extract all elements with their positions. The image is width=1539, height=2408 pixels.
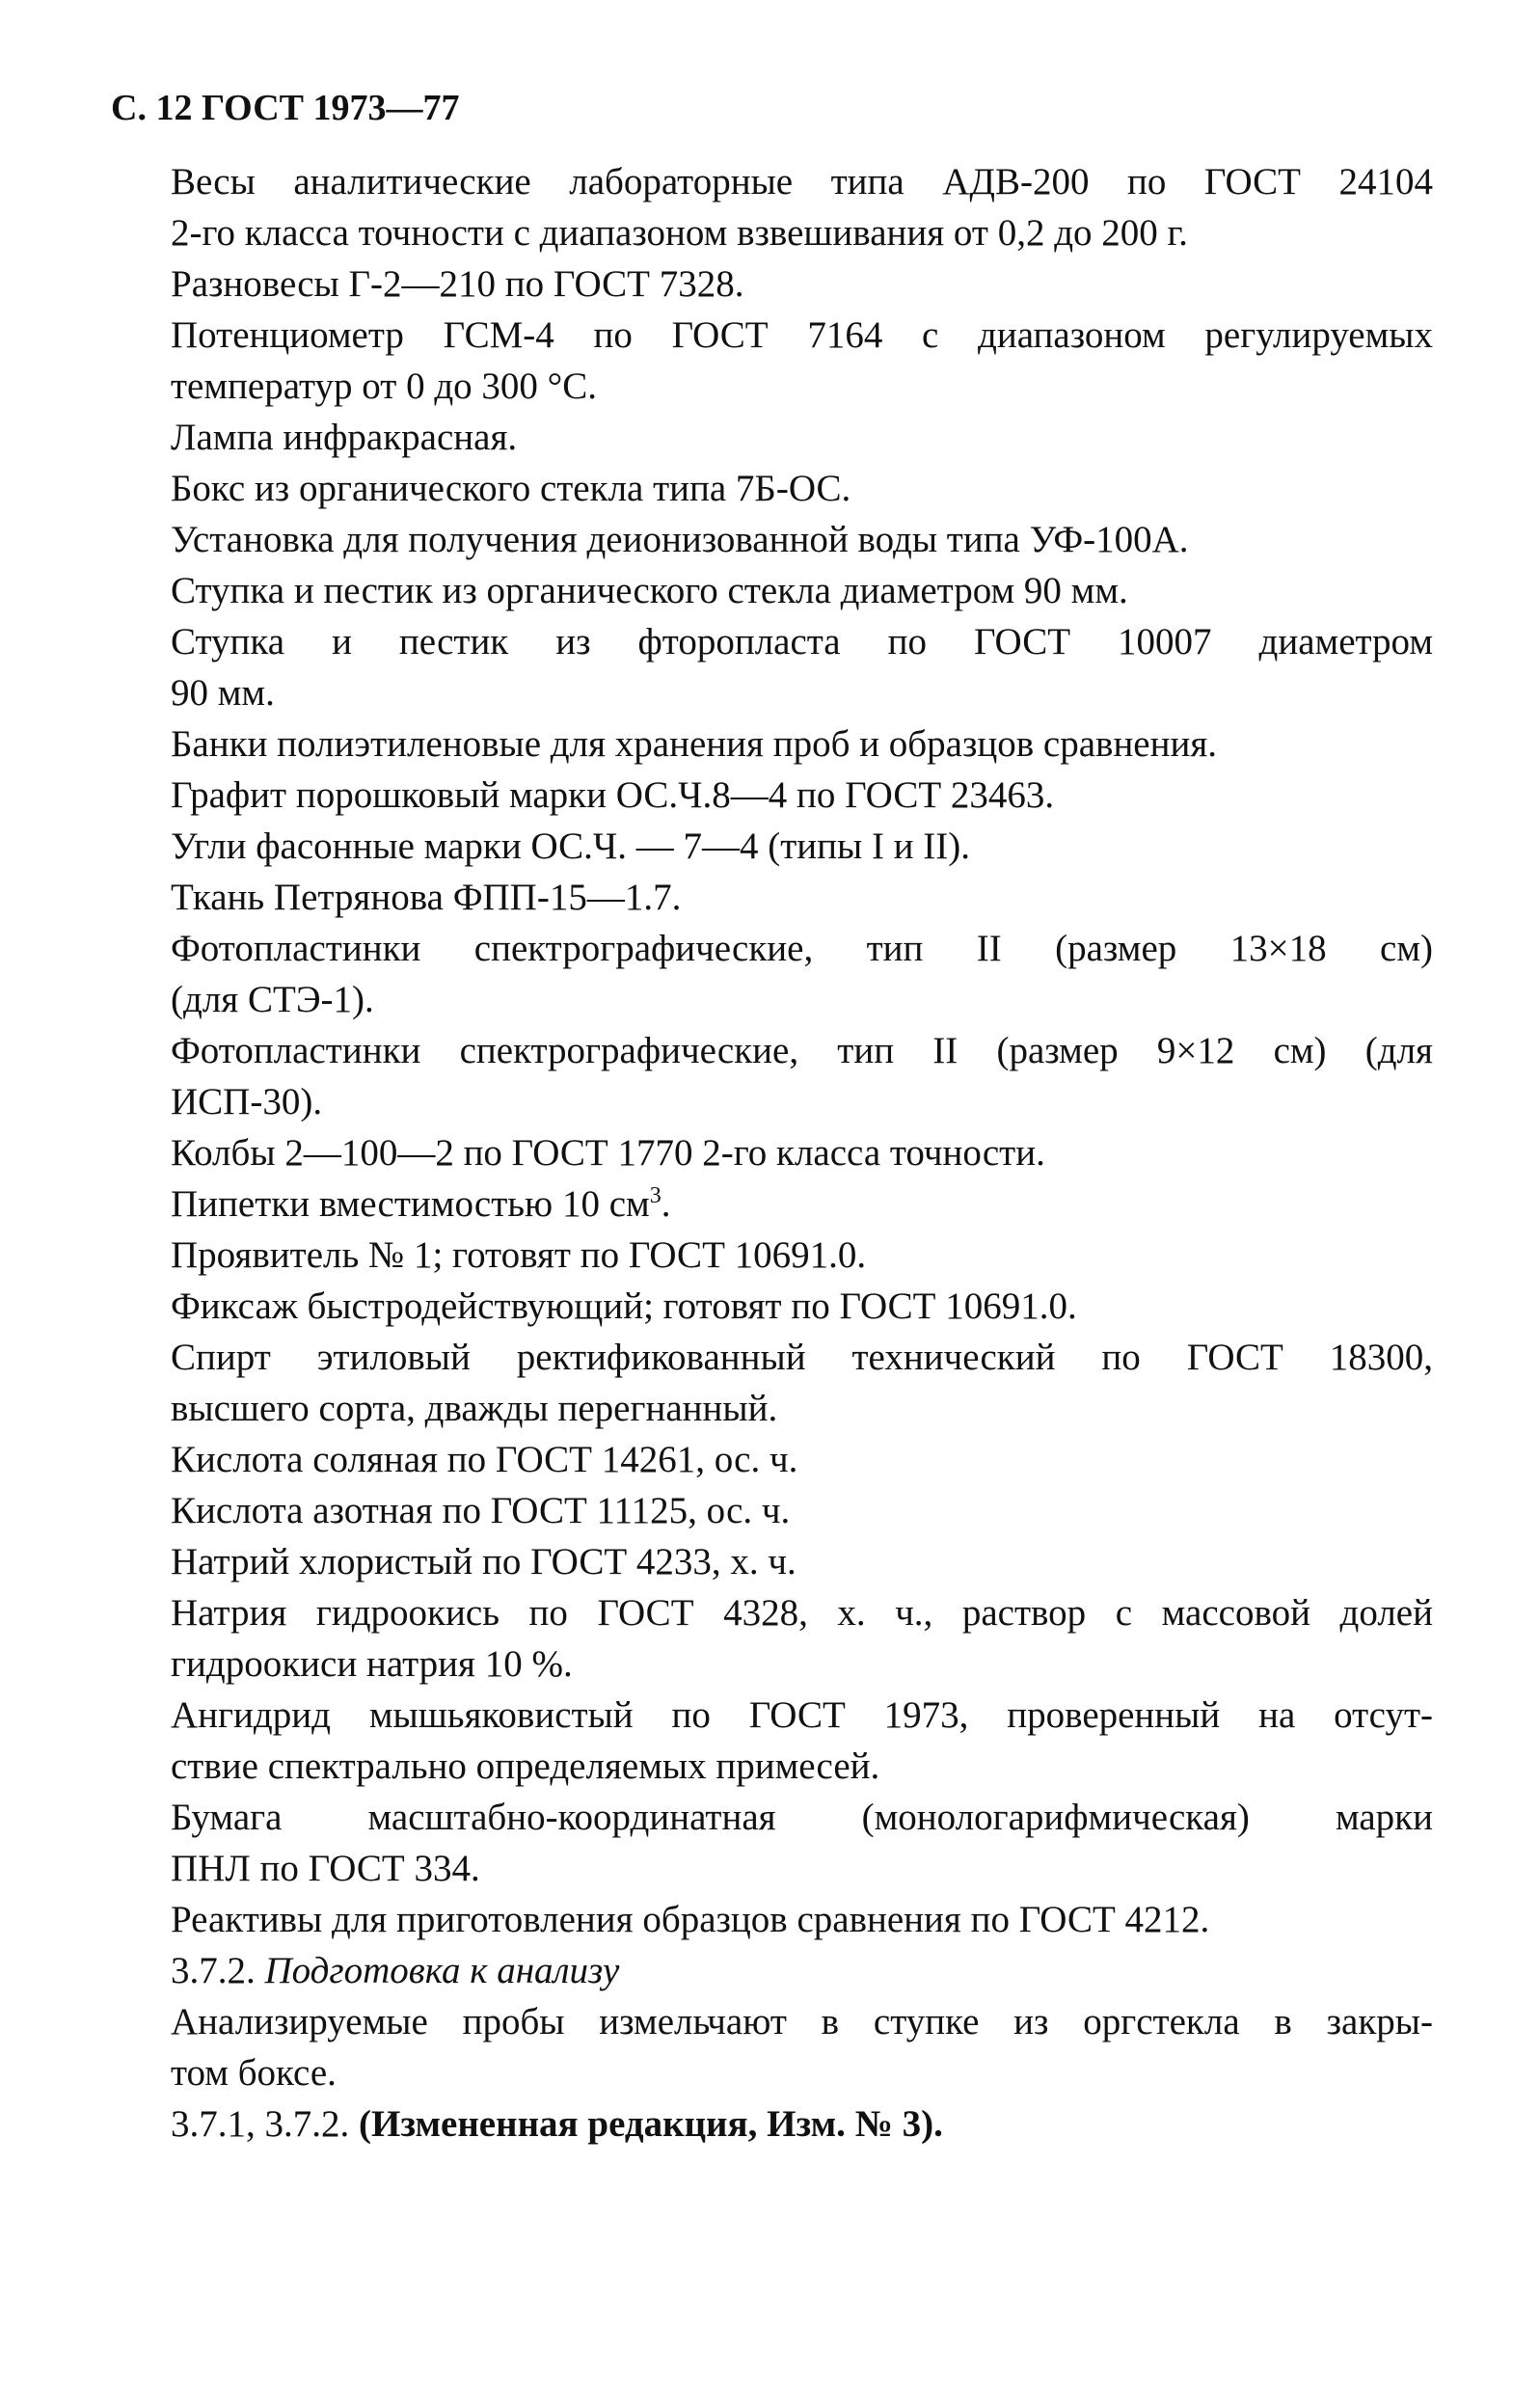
line-text: Кислота азотная по ГОСТ 11125, ос. ч. [171, 1490, 791, 1531]
equipment-item [111, 821, 1433, 872]
text-line [111, 1178, 1433, 1230]
line-text: Пипетки вместимостью 10 см [171, 1183, 650, 1225]
line-text: Анализируемые пробы измельчают в ступке из оргстекла в закры- [171, 2001, 1433, 2043]
text-line [111, 616, 1433, 667]
line-text: 2-го класса точности с диапазоном взвешивания от 0,2 до 200 г. [171, 212, 1188, 254]
text-line [111, 667, 1433, 718]
text-line [111, 1843, 1433, 1894]
equipment-item [111, 1894, 1433, 1945]
section-number: 3.7.2. [171, 1950, 256, 1991]
line-text: ствие спектрально определяемых примесей. [171, 1745, 880, 1787]
equipment-item [111, 412, 1433, 463]
line-text: Потенциометр ГСМ-4 по ГОСТ 7164 с диапазоном регулируемых [171, 314, 1433, 356]
equipment-item [111, 770, 1433, 821]
line-text: Проявитель № 1; готовят по ГОСТ 10691.0. [171, 1234, 867, 1276]
text-line [111, 2098, 1433, 2150]
line-text: Банки полиэтиленовые для хранения проб и образцов сравнения. [171, 723, 1218, 765]
equipment-item [111, 1587, 1433, 1690]
equipment-item [111, 1536, 1433, 1587]
equipment-item [111, 565, 1433, 616]
text-line [111, 1434, 1433, 1485]
section-title: Подготовка к анализу [264, 1950, 620, 1991]
equipment-item [111, 1127, 1433, 1178]
line-tail: . [661, 1183, 671, 1225]
text-line [111, 1690, 1433, 1741]
equipment-item [111, 1281, 1433, 1332]
text-line [111, 1996, 1433, 2047]
line-text: Разновесы Г-2—210 по ГОСТ 7328. [171, 263, 744, 305]
line-text: Колбы 2—100—2 по ГОСТ 1770 2-го класса точности. [171, 1132, 1045, 1174]
line-text: Натрий хлористый по ГОСТ 4233, х. ч. [171, 1541, 796, 1583]
text-line [111, 1894, 1433, 1945]
line-text: Ткань Петрянова ФПП-15—1.7. [171, 877, 682, 918]
text-line [111, 2047, 1433, 2098]
equipment-item [111, 1025, 1433, 1127]
text-line [111, 1945, 1433, 1996]
text-line [111, 1230, 1433, 1281]
line-text: ПНЛ по ГОСТ 334. [171, 1848, 480, 1889]
line-text: Ступка и пестик из фторопласта по ГОСТ 10007 диаметром [171, 621, 1433, 663]
text-line [111, 1741, 1433, 1792]
text-line [111, 1587, 1433, 1638]
equipment-item [111, 1178, 1433, 1230]
line-text: Фиксаж быстродействующий; готовят по ГОСТ 10691.0. [171, 1285, 1077, 1327]
line-text: 90 мм. [171, 672, 275, 714]
text-line [111, 565, 1433, 616]
line-text: температур от 0 до 300 °С. [171, 365, 598, 407]
text-line [111, 1485, 1433, 1536]
line-text: Бумага масштабно-координатная (монологарифмическая) марки [171, 1797, 1433, 1838]
equipment-item [111, 923, 1433, 1025]
equipment-item [111, 616, 1433, 718]
revision-note [111, 2098, 1433, 2150]
equipment-item [111, 1434, 1433, 1485]
line-text: высшего сорта, дважды перегнанный. [171, 1388, 778, 1429]
line-text: Ступка и пестик из органического стекла диаметром 90 мм. [171, 570, 1128, 611]
text-line [111, 1638, 1433, 1690]
equipment-item [111, 156, 1433, 258]
equipment-item [111, 718, 1433, 770]
line-text: Бокс из органического стекла типа 7Б-ОС. [171, 468, 851, 509]
text-line [111, 1127, 1433, 1178]
text-line [111, 923, 1433, 974]
line-text: гидроокиси натрия 10 %. [171, 1643, 573, 1685]
line-text: том боксе. [171, 2052, 337, 2094]
document-body [111, 156, 1433, 2150]
text-line [111, 1383, 1433, 1434]
text-line [111, 207, 1433, 258]
text-line [111, 1332, 1433, 1383]
line-text: Натрия гидроокись по ГОСТ 4328, х. ч., раствор с массовой долей [171, 1592, 1433, 1634]
text-line [111, 514, 1433, 565]
equipment-item [111, 1485, 1433, 1536]
line-text: Угли фасонные марки ОС.Ч. — 7—4 (типы I и II). [171, 825, 971, 867]
text-line [111, 463, 1433, 514]
revision-text: (Измененная редакция, Изм. № 3). [359, 2103, 943, 2145]
line-text: Фотопластинки спектрографические, тип II (размер 9×12 см) (для [171, 1030, 1433, 1071]
equipment-item [111, 1690, 1433, 1792]
text-line [111, 974, 1433, 1025]
text-line [111, 361, 1433, 412]
text-line [111, 1076, 1433, 1127]
equipment-item [111, 514, 1433, 565]
line-text: Весы аналитические лабораторные типа АДВ-200 по ГОСТ 24104 [171, 161, 1433, 203]
equipment-item [111, 258, 1433, 310]
line-text: Лампа инфракрасная. [171, 417, 518, 458]
text-line [111, 872, 1433, 923]
line-text: Фотопластинки спектрографические, тип II (размер 13×18 см) [171, 928, 1433, 969]
text-line [111, 156, 1433, 207]
analysis-paragraph [111, 1996, 1433, 2098]
section-heading [111, 1945, 1433, 1996]
text-line [111, 1536, 1433, 1587]
line-text: Реактивы для приготовления образцов сравнения по ГОСТ 4212. [171, 1899, 1210, 1940]
text-line [111, 1281, 1433, 1332]
text-line [111, 310, 1433, 361]
revision-prefix: 3.7.1, 3.7.2. [171, 2103, 350, 2145]
line-text: ИСП-30). [171, 1081, 323, 1123]
equipment-item [111, 872, 1433, 923]
text-line [111, 258, 1433, 310]
equipment-item [111, 1792, 1433, 1894]
text-line [111, 412, 1433, 463]
superscript: 3 [649, 1183, 662, 1208]
line-text: Графит порошковый марки ОС.Ч.8—4 по ГОСТ 23463. [171, 774, 1055, 816]
line-text: Ангидрид мышьяковистый по ГОСТ 1973, проверенный на отсут- [171, 1694, 1433, 1736]
equipment-item [111, 1230, 1433, 1281]
text-line [111, 1792, 1433, 1843]
line-text: (для СТЭ-1). [171, 979, 374, 1020]
text-line [111, 770, 1433, 821]
line-text: Кислота соляная по ГОСТ 14261, ос. ч. [171, 1439, 798, 1480]
line-text: Спирт этиловый ректификованный технический по ГОСТ 18300, [171, 1337, 1433, 1378]
equipment-item [111, 310, 1433, 412]
text-line [111, 718, 1433, 770]
page-header: С. 12 ГОСТ 1973—77 [111, 88, 460, 128]
equipment-item [111, 463, 1433, 514]
text-line [111, 821, 1433, 872]
text-line [111, 1025, 1433, 1076]
line-text: Установка для получения деионизованной воды типа УФ-100А. [171, 519, 1189, 560]
equipment-item [111, 1332, 1433, 1434]
